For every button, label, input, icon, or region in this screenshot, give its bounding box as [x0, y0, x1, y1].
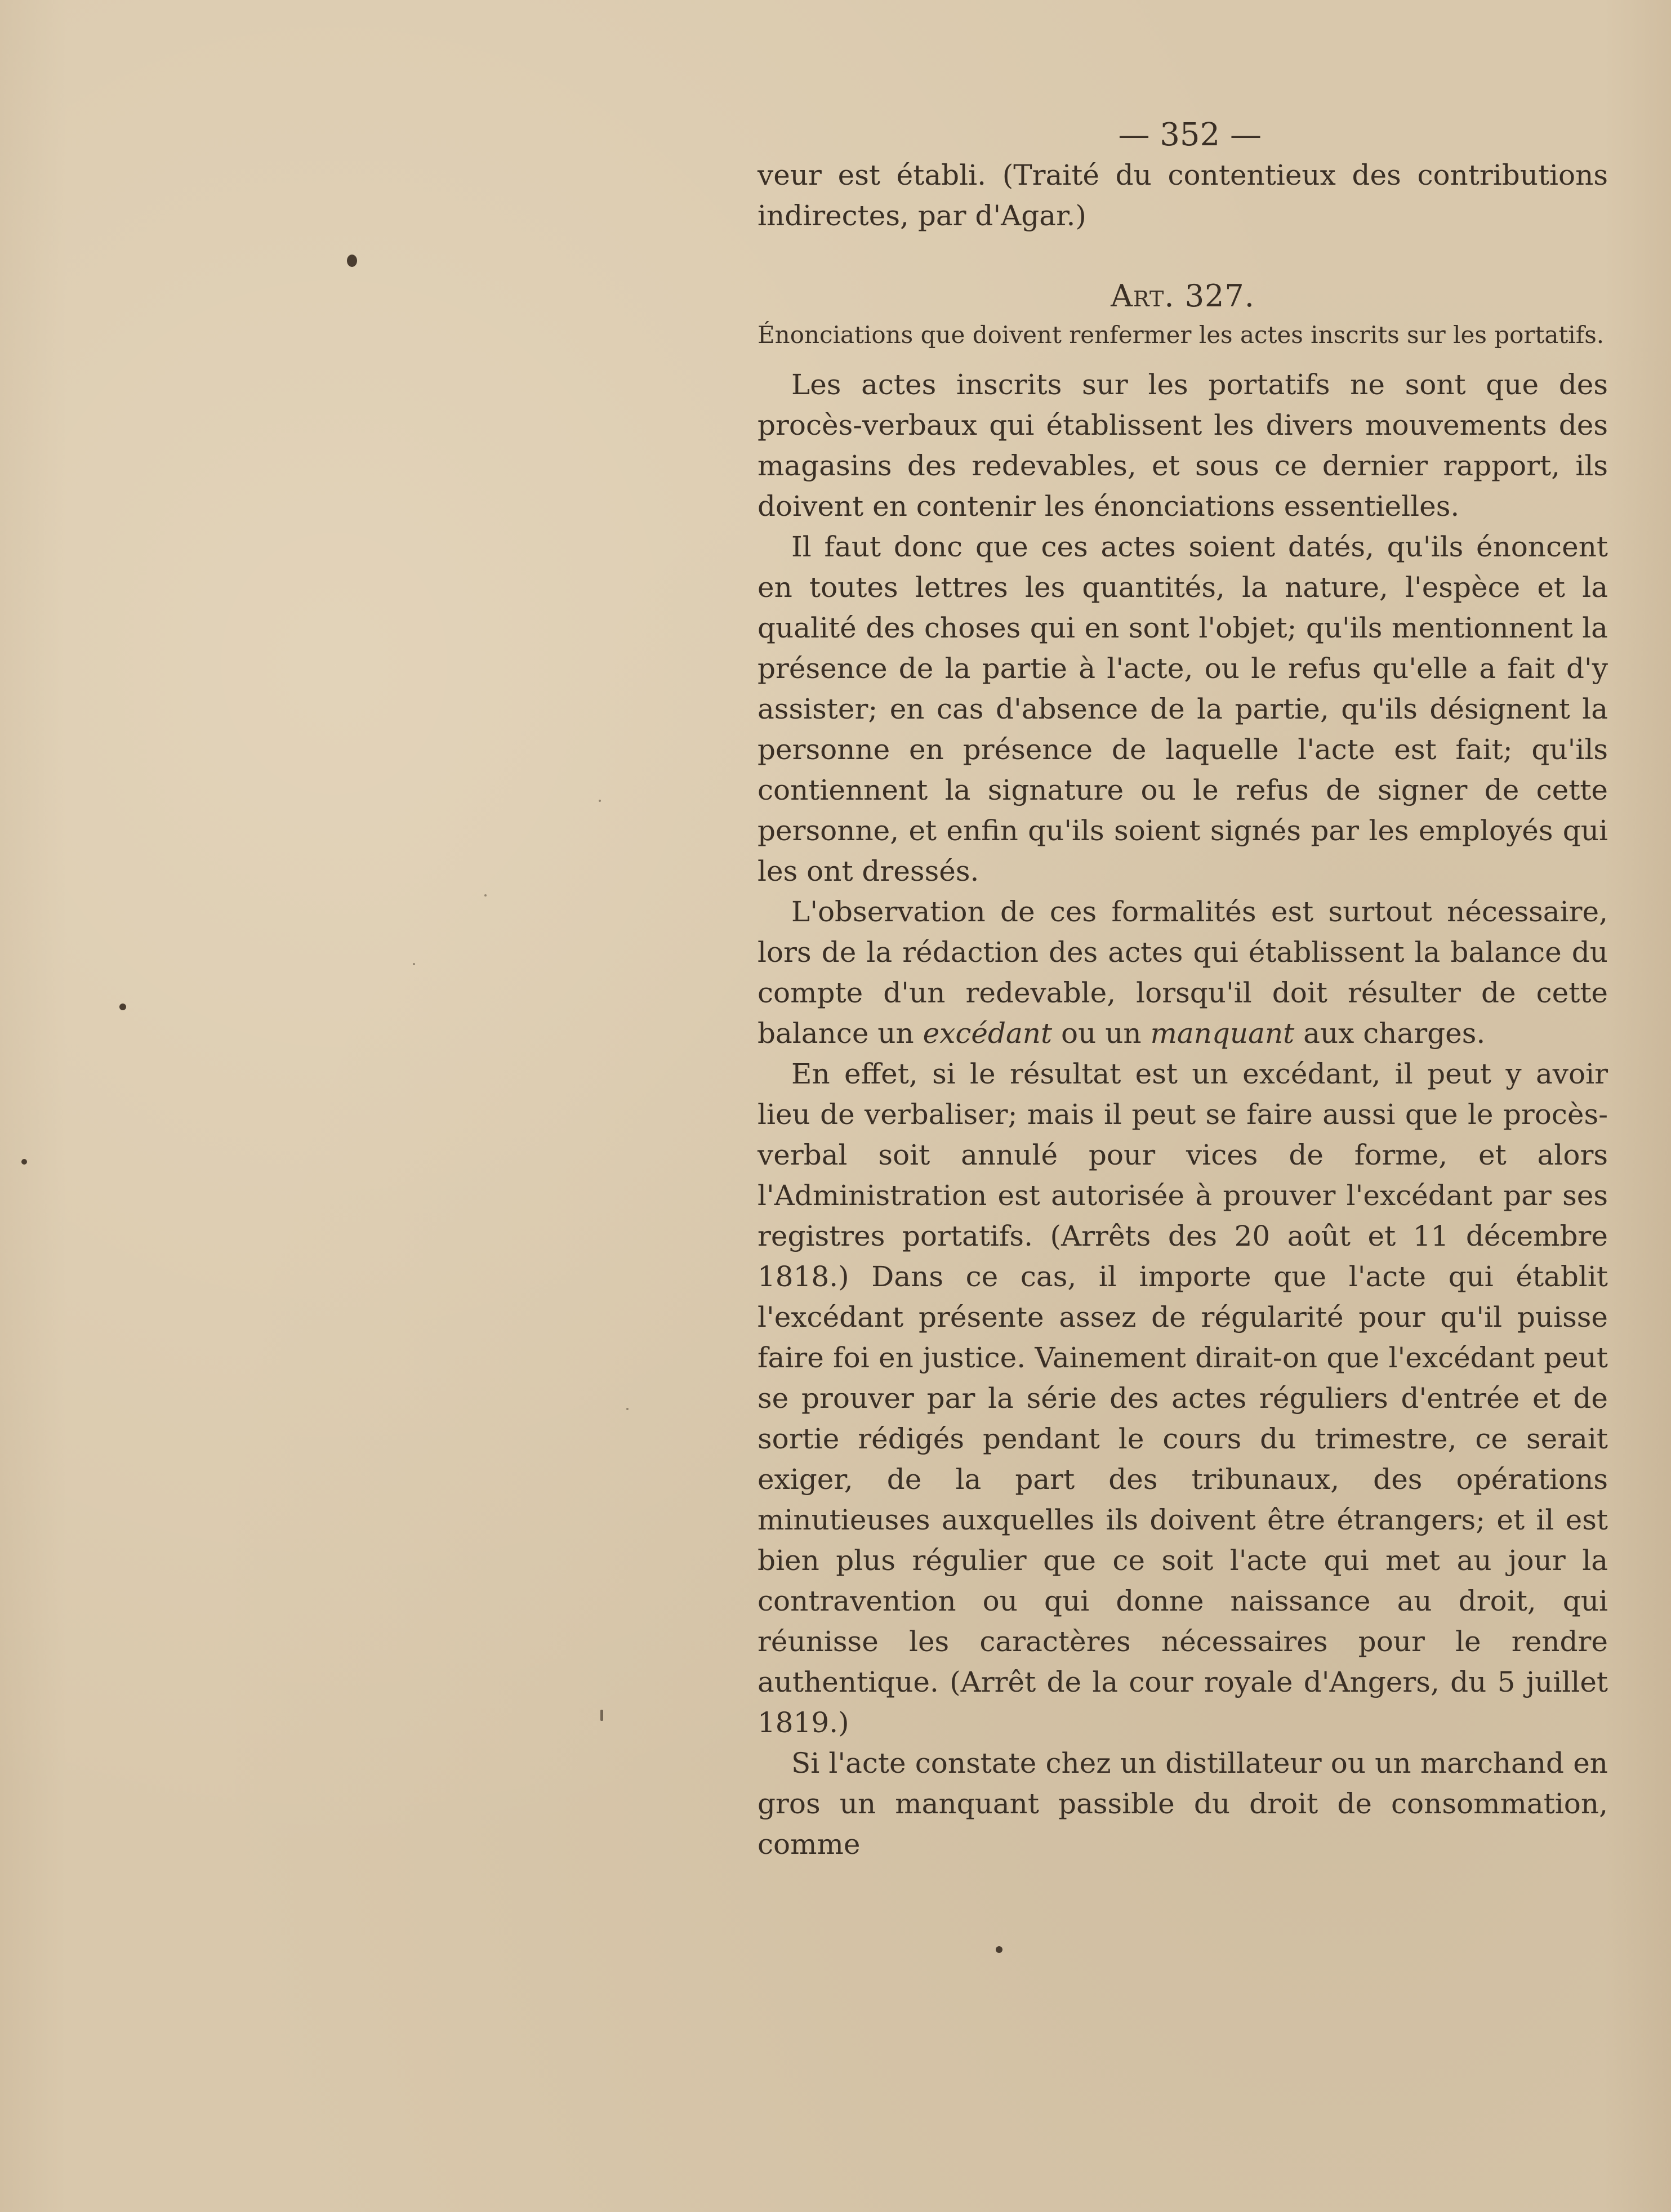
- paragraph: [757, 891, 1608, 1054]
- paragraph: En effet, si le résultat est un excédant, il peut y avoir lieu de verbaliser; mais il peut se faire aussi que le procès-verbal soit annulé pour vices de forme, et alors l'Administration est autorisée à prouver l'excédant par ses registres portatifs. (Arrêts des 20 août et 11 décembre 1818.) Dans ce cas, il importe que l'acte qui établit l'excédant présente assez de régularité pour qu'il puisse faire foi en justice. Vainement dirait-on que l'excédant peut se prouver par la série des actes réguliers d'entrée et de sortie rédigés pendant le cours du trimestre, ce serait exiger, de la part des tribunaux, des opérations minutieuses auxquelles ils doivent être étrangers; et il est bien plus régulier que ce soit l'acte qui met au jour la contravention ou qui donne naissance au droit, qui réunisse les caractères nécessaires pour le rendre authentique. (Arrêt de la cour royale d'Angers, du 5 juillet 1819.): [757, 1058, 1608, 1739]
- paper-speck: [21, 1159, 27, 1165]
- paragraph-text: L'observation de ces formalités est surtout nécessaire, lors de la rédaction des actes qui établissent la balance du compte d'un redevable, lorsqu'il doit résulter de cette balance un: [757, 895, 1608, 1050]
- paragraph-text: ou un: [1052, 1017, 1151, 1050]
- text-column: [757, 107, 1608, 1865]
- article-number: 327.: [1184, 278, 1255, 314]
- paragraph: Les actes inscrits sur les portatifs ne sont que des procès-verbaux qui établissent les divers mouvements des magasins des redevables, et sous ce dernier rapport, ils doivent en contenir les énonciations essentielles.: [757, 368, 1608, 523]
- italic-term: manquant: [1150, 1017, 1295, 1050]
- article-subtitle: Énonciations que doivent renfermer les actes inscrits sur les portatifs.: [757, 321, 1605, 349]
- paragraph: Il faut donc que ces actes soient datés, qu'ils énoncent en toutes lettres les quantités, la nature, l'espèce et la qualité des choses qui en sont l'objet; qu'ils mentionnent la présence de la partie à l'acte, ou le refus qu'elle a fait d'y assister; en cas d'absence de la partie, qu'ils désignent la personne en présence de laquelle l'acte est fait; qu'ils contiennent la signature ou le refus de signer de cette personne, et enfin qu'ils soient signés par les employés qui les ont dressés.: [757, 530, 1608, 888]
- paper-speck: [413, 963, 415, 965]
- paper-speck: [347, 255, 357, 267]
- page-number: — 352 —: [1118, 117, 1262, 153]
- paper-speck: [600, 1710, 603, 1721]
- paragraph-text: aux charges.: [1294, 1017, 1486, 1050]
- article-heading: [757, 274, 1608, 318]
- paragraph-continuation: veur est établi. (Traité du contentieux des contributions indirectes, par d'Agar.): [757, 159, 1608, 232]
- paper-speck: [119, 1004, 126, 1010]
- paper-speck: [484, 894, 487, 897]
- paragraph: Si l'acte constate chez un distillateur ou un marchand en gros un manquant passible du droit de consommation, comme: [757, 1747, 1608, 1861]
- paper-speck: [599, 800, 601, 802]
- paper-speck: [996, 1946, 1002, 1953]
- paper-speck: [626, 1408, 629, 1410]
- article-label: Art.: [1111, 278, 1175, 314]
- italic-term: excédant: [923, 1017, 1053, 1050]
